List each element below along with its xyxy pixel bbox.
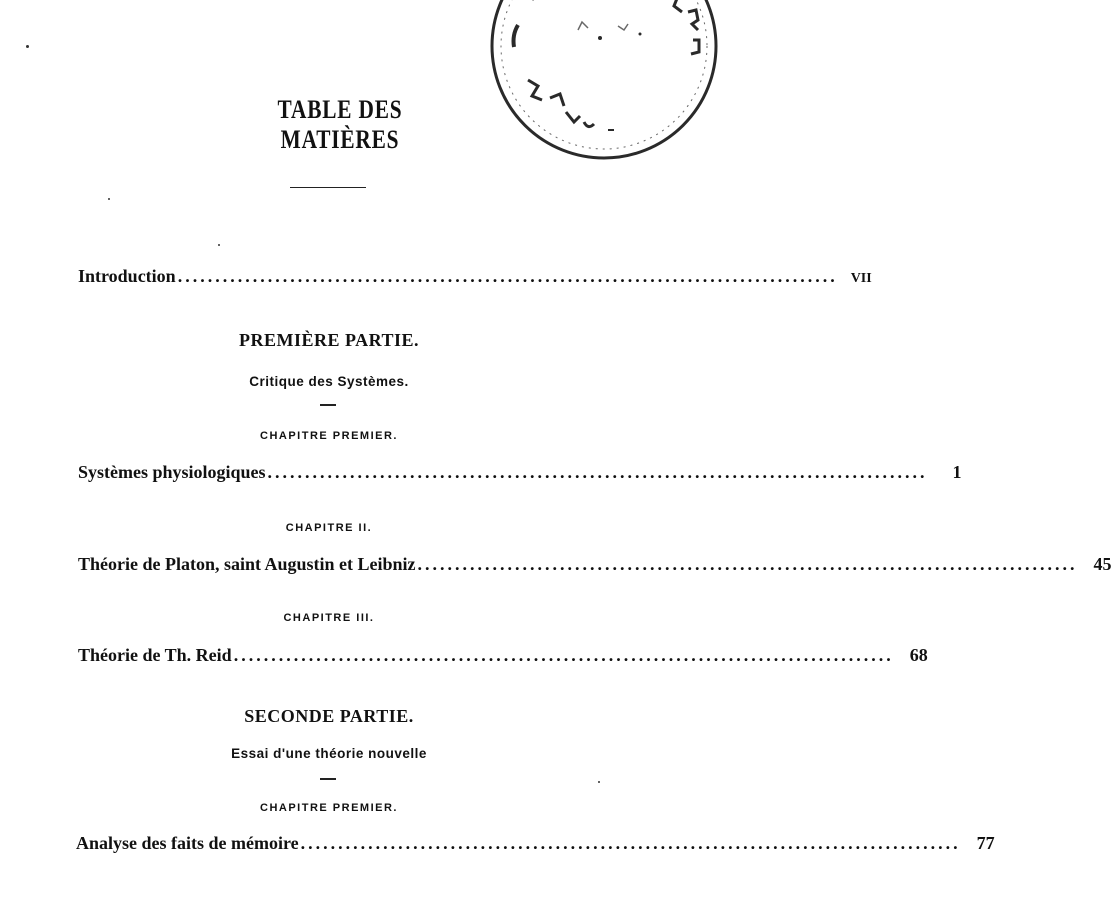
- section-dash: [320, 778, 336, 780]
- chapter-heading: CHAPITRE PREMIER.: [260, 430, 398, 442]
- paper-speck: [598, 781, 600, 783]
- part-one-title: PREMIÈRE PARTIE.: [238, 330, 420, 350]
- toc-entry-label: Analyse des faits de mémoire: [76, 833, 299, 853]
- part-one-subtitle: Critique des Systèmes.: [249, 374, 409, 389]
- library-stamp: [488, 0, 720, 162]
- toc-entry-label: Théorie de Th. Reid: [78, 645, 232, 665]
- toc-entry-page: 77: [976, 833, 995, 853]
- title-rule: [290, 187, 366, 188]
- dot-leader: ........................................................................................: [177, 266, 838, 286]
- chapter-heading: CHAPITRE II.: [285, 522, 373, 534]
- toc-entry-label: Introduction: [78, 266, 176, 286]
- toc-entry-label: Théorie de Platon, saint Augustin et Leibniz: [78, 554, 416, 574]
- toc-entry-chapter: [78, 554, 1112, 584]
- part-two-subtitle: Essai d'une théorie nouvelle: [231, 746, 427, 761]
- toc-entry-page: 45: [1093, 554, 1112, 574]
- paper-speck: [108, 198, 110, 200]
- section-dash: [320, 404, 336, 406]
- dot-leader: ........................................................................................: [417, 554, 1078, 574]
- toc-entry-introduction: [78, 266, 872, 296]
- toc-entry-page: VII: [850, 271, 872, 286]
- toc-entry-page: 1: [952, 462, 962, 482]
- toc-entry-chapter: [78, 645, 928, 675]
- dot-leader: ........................................................................................: [267, 462, 928, 482]
- toc-entry-page: 68: [909, 645, 928, 665]
- paper-speck: [218, 244, 220, 246]
- part-two-title: SECONDE PARTIE.: [244, 706, 414, 726]
- chapter-heading: CHAPITRE PREMIER.: [260, 802, 398, 814]
- toc-entry-chapter: [76, 833, 995, 863]
- toc-entry-label: Systèmes physiologiques: [78, 462, 266, 482]
- chapter-heading: CHAPITRE III.: [283, 612, 375, 624]
- page-title: TABLE DES MATIÈRES: [277, 95, 403, 154]
- dot-leader: ........................................................................................: [233, 645, 894, 665]
- paper-speck: [26, 45, 29, 48]
- toc-entry-chapter: [78, 462, 962, 492]
- dot-leader: ........................................................................................: [300, 833, 961, 853]
